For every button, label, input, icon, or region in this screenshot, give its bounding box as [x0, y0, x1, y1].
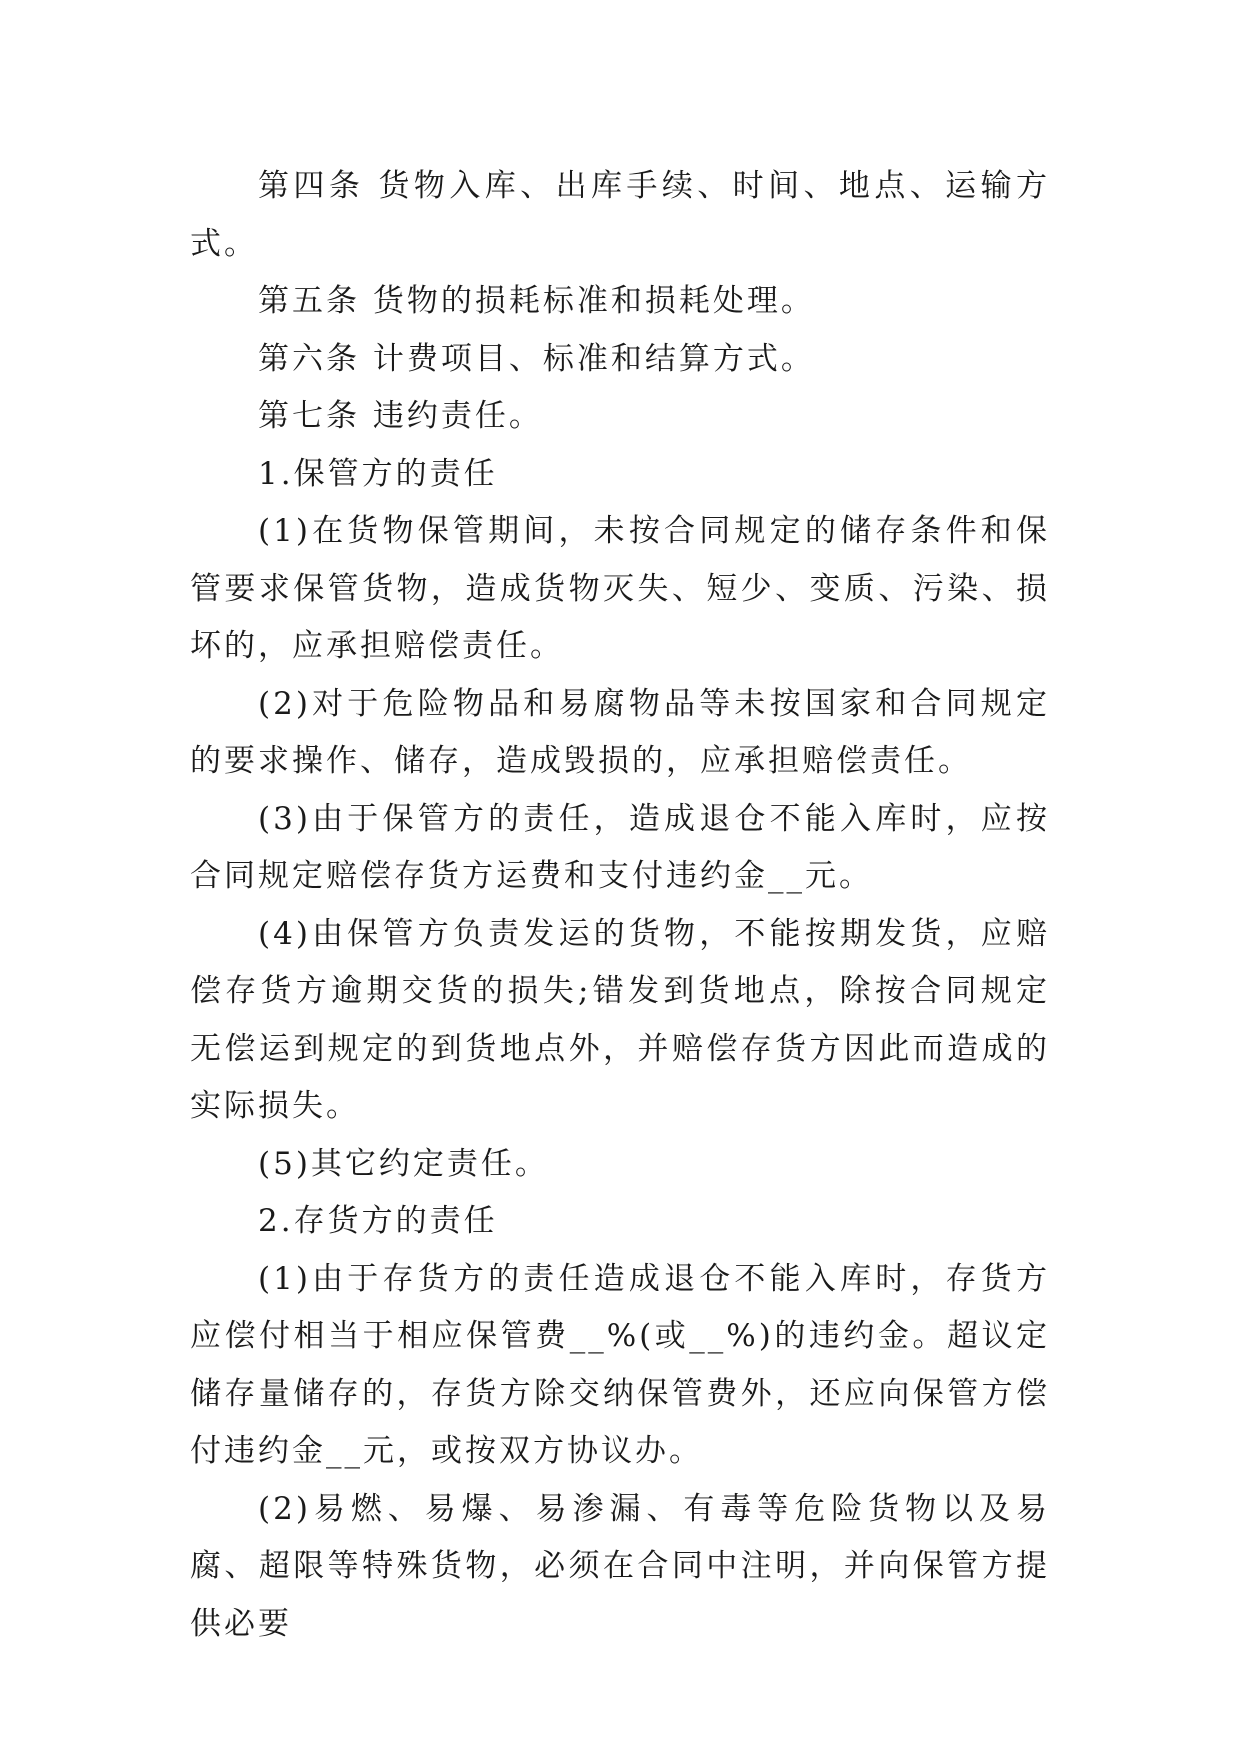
keeper-item-1: (1)在货物保管期间，未按合同规定的储存条件和保管要求保管货物，造成货物灭失、短少、变质、污染、损坏的，应承担赔偿责任。: [190, 513, 1050, 664]
depositor-item-2: (2)易燃、易爆、易渗漏、有毒等危险货物以及易腐、超限等特殊货物，必须在合同中注明，并向保管方提供必要: [190, 1490, 1050, 1642]
depositor-item-1: (1)由于存货方的责任造成退仓不能入库时，存货方应偿付相当于相应保管费__%(或__%)的违约金。超议定储存量储存的，存货方除交纳保管费外，还应向保管方偿付违约金__元，或按双方协议办。: [190, 1260, 1050, 1469]
clause-7-heading: 第七条 违约责任。: [258, 398, 543, 434]
keeper-item-2: (2)对于危险物品和易腐物品等未按国家和合同规定的要求操作、储存，造成毁损的，应承担赔偿责任。: [190, 685, 1050, 779]
clause-4-paragraph: 第四条 货物入库、出库手续、时间、地点、运输方式。: [190, 168, 1050, 262]
keeper-item-4: (4)由保管方负责发运的货物，不能按期发货，应赔偿存货方逾期交货的损失;错发到货地点，除按合同规定无偿运到规定的到货地点外，并赔偿存货方因此而造成的实际损失。: [190, 915, 1050, 1124]
document-body: [190, 158, 1050, 1653]
clause-6-paragraph: 第六条 计费项目、标准和结算方式。: [258, 340, 815, 377]
keeper-item-5: (5)其它约定责任。: [258, 1145, 549, 1182]
depositor-responsibility-heading: 2.存货方的责任: [258, 1203, 498, 1239]
keeper-responsibility-heading: 1.保管方的责任: [258, 455, 498, 492]
keeper-item-3: (3)由于保管方的责任，造成退仓不能入库时，应按合同规定赔偿存货方运费和支付违约金__元。: [190, 800, 1050, 894]
clause-5-paragraph: 第五条 货物的损耗标准和损耗处理。: [258, 283, 815, 319]
